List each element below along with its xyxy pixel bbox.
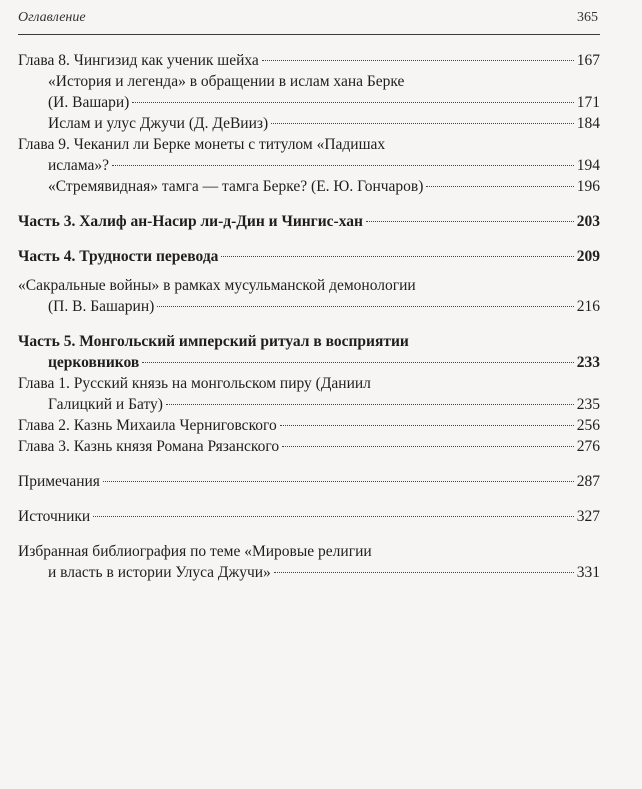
toc-entry [18, 275, 600, 317]
toc-entry-page: 171 [576, 94, 600, 111]
dot-leader [366, 221, 574, 222]
toc-entry [18, 71, 600, 113]
toc-entry [18, 471, 600, 492]
toc-entry-title: Глава 8. Чингизид как ученик шейха [18, 52, 259, 69]
toc-entry [18, 211, 600, 232]
toc-entry-title: и власть в истории Улуса Джучи» [48, 564, 271, 581]
dot-leader [166, 404, 574, 405]
dot-leader [112, 165, 574, 166]
dot-leader [221, 256, 573, 257]
dot-leader [426, 186, 573, 187]
toc-entry-page: 167 [576, 52, 600, 69]
toc-entry-page: 235 [576, 396, 600, 413]
toc-entry [18, 506, 600, 527]
header-rule [18, 34, 600, 35]
toc-entry-title: Часть 3. Халиф ан-Насир ли-д-Дин и Чингис-хан [18, 213, 363, 230]
page-number: 365 [577, 10, 598, 25]
toc-entry [18, 541, 600, 583]
toc-entry [18, 50, 600, 71]
dot-leader [280, 425, 574, 426]
toc-entry-title: Источники [18, 508, 91, 525]
toc-entry-page: 196 [576, 178, 600, 195]
dot-leader [93, 516, 574, 517]
toc-entry-title: (П. В. Башарин) [48, 298, 155, 315]
toc-entry [18, 331, 600, 373]
toc-entry-page: 233 [576, 354, 600, 371]
toc-entry [18, 246, 600, 267]
toc-entry-page: 287 [576, 473, 600, 490]
toc-entry [18, 415, 600, 436]
toc-entry [18, 176, 600, 197]
toc-entry-title: Галицкий и Бату) [48, 396, 163, 413]
toc-entry [18, 113, 600, 134]
toc-entry-title: Глава 3. Казнь князя Романа Рязанского [18, 438, 280, 455]
dot-leader [282, 446, 574, 447]
dot-leader [274, 572, 574, 573]
toc-entry-title: Примечания [18, 473, 100, 490]
toc-entry-title: (И. Вашари) [48, 94, 130, 111]
toc-entry-page: 194 [576, 157, 600, 174]
toc-entry-page: 256 [576, 417, 600, 434]
dot-leader [271, 123, 574, 124]
toc-entry-page: 276 [576, 438, 600, 455]
dot-leader [142, 362, 574, 363]
toc-entry-title-line: Избранная библиография по теме «Мировые религии [18, 543, 372, 560]
table-of-contents [18, 50, 600, 583]
toc-entry [18, 134, 600, 176]
toc-entry-title: церковников [48, 354, 140, 371]
toc-entry-title-line: Глава 1. Русский князь на монгольском пиру (Даниил [18, 375, 371, 392]
section-title: Оглавление [18, 10, 86, 25]
toc-entry-title: Ислам и улус Джучи (Д. ДеВииз) [48, 115, 269, 132]
toc-entry [18, 436, 600, 457]
toc-entry [18, 373, 600, 415]
toc-entry-page: 331 [576, 564, 600, 581]
dot-leader [103, 481, 574, 482]
toc-entry-page: 184 [576, 115, 600, 132]
toc-entry-title-line: «История и легенда» в обращении в ислам хана Берке [48, 73, 405, 90]
toc-entry-page: 327 [576, 508, 600, 525]
toc-entry-title: Часть 4. Трудности перевода [18, 248, 219, 265]
dot-leader [157, 306, 573, 307]
dot-leader [132, 102, 573, 103]
toc-entry-page: 209 [576, 248, 600, 265]
toc-entry-title: «Стремявидная» тамга — тамга Берке? (Е. Ю. Гончаров) [48, 178, 424, 195]
dot-leader [262, 60, 574, 61]
toc-entry-page: 203 [576, 213, 600, 230]
toc-entry-title: Глава 2. Казнь Михаила Черниговского [18, 417, 277, 434]
toc-entry-title: ислама»? [48, 157, 110, 174]
running-head [18, 10, 598, 26]
toc-entry-page: 216 [576, 298, 600, 315]
toc-entry-title-line: Часть 5. Монгольский имперский ритуал в восприятии [18, 333, 409, 350]
toc-entry-title-line: Глава 9. Чеканил ли Берке монеты с титулом «Падишах [18, 136, 386, 153]
toc-entry-title-line: «Сакральные войны» в рамках мусульманской демонологии [18, 277, 416, 294]
